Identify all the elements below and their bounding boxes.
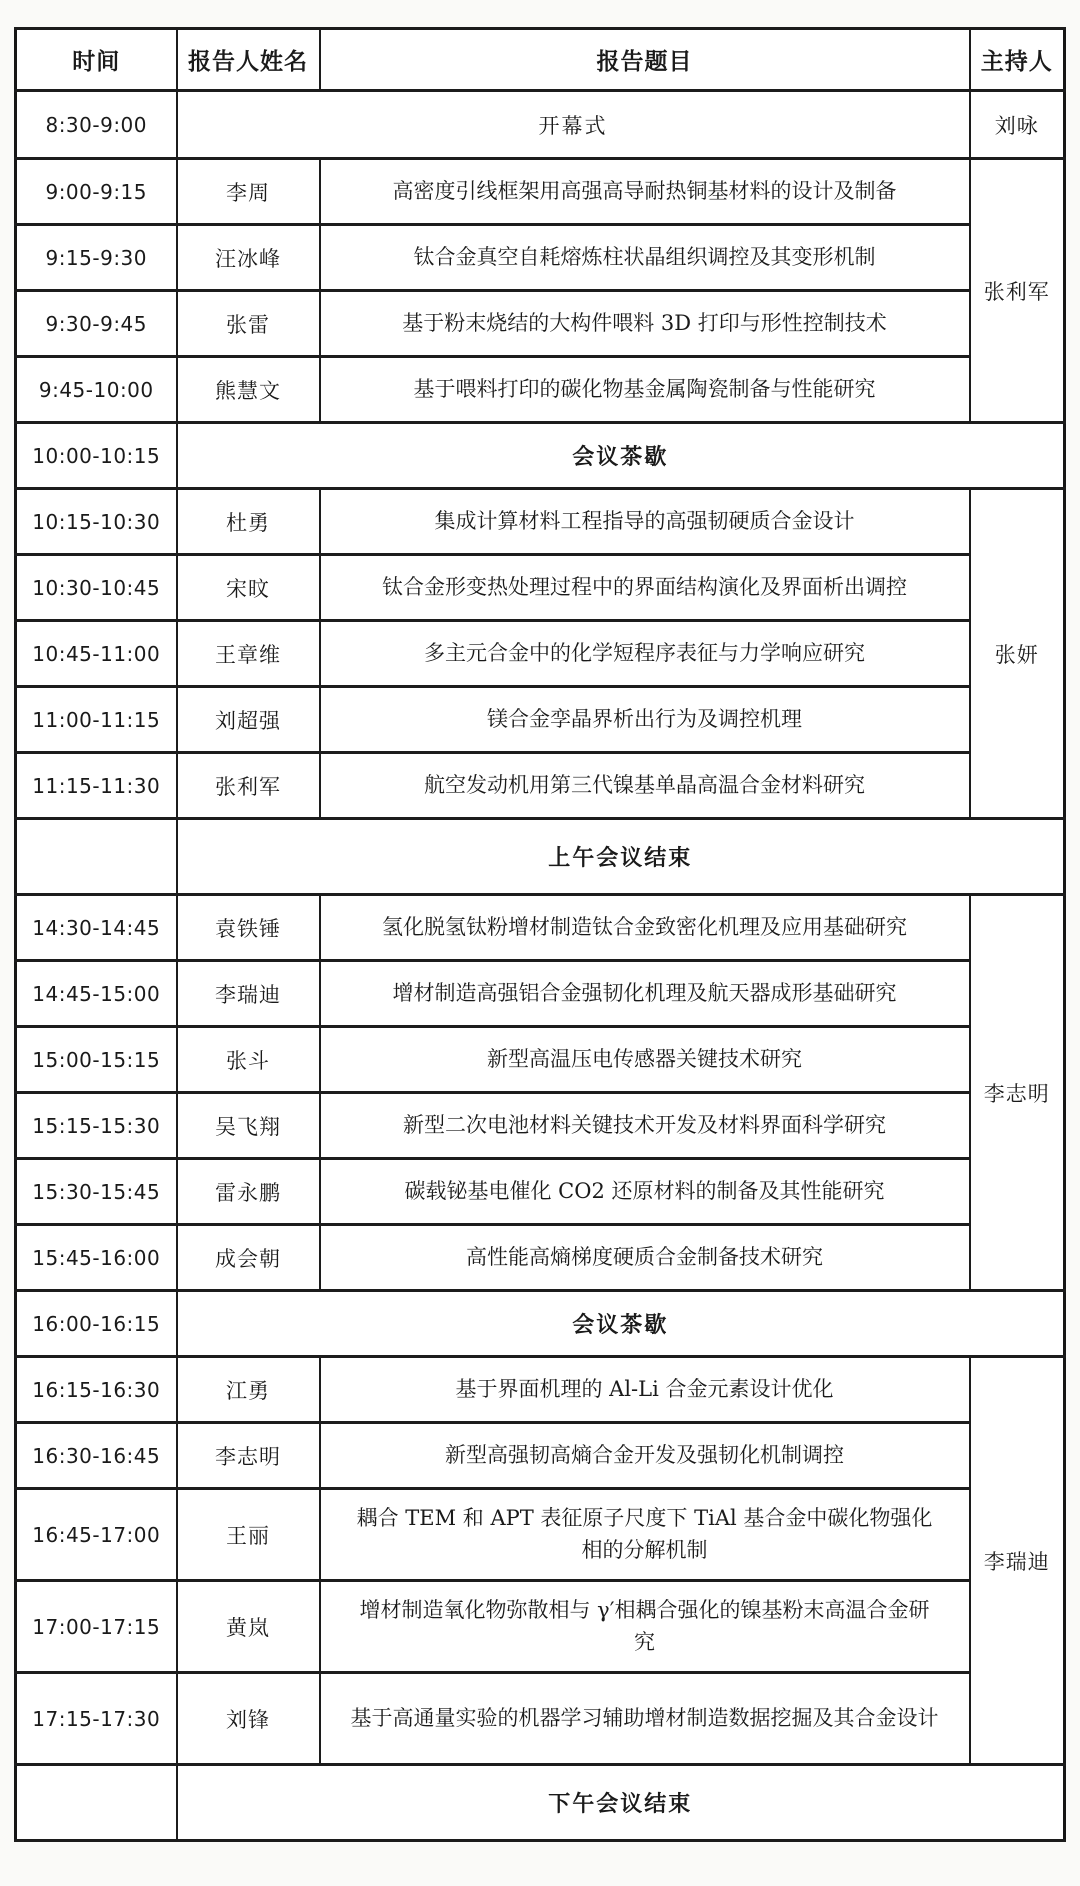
time-cell: 16:15-16:30 — [16, 1357, 177, 1423]
time-cell: 15:45-16:00 — [16, 1225, 177, 1291]
table-row — [16, 1291, 1065, 1357]
speaker-cell: 王丽 — [177, 1489, 320, 1581]
time-cell: 14:45-15:00 — [16, 961, 177, 1027]
time-cell: 10:15-10:30 — [16, 489, 177, 555]
table-row — [16, 357, 1065, 423]
time-cell: 9:15-9:30 — [16, 225, 177, 291]
speaker-cell: 李瑞迪 — [177, 961, 320, 1027]
title-cell: 耦合 TEM 和 APT 表征原子尺度下 TiAl 基合金中碳化物强化相的分解机制 — [320, 1489, 970, 1581]
time-cell: 15:00-15:15 — [16, 1027, 177, 1093]
title-cell: 增材制造高强铝合金强韧化机理及航天器成形基础研究 — [320, 961, 970, 1027]
time-cell: 9:30-9:45 — [16, 291, 177, 357]
time-cell: 10:00-10:15 — [16, 423, 177, 489]
speaker-cell: 宋旼 — [177, 555, 320, 621]
table-row — [16, 1673, 1065, 1765]
chair-cell: 李瑞迪 — [970, 1357, 1065, 1765]
title-cell: 基于高通量实验的机器学习辅助增材制造数据挖掘及其合金设计 — [320, 1673, 970, 1765]
table-row — [16, 961, 1065, 1027]
title-cell: 基于喂料打印的碳化物基金属陶瓷制备与性能研究 — [320, 357, 970, 423]
speaker-cell: 江勇 — [177, 1357, 320, 1423]
speaker-cell: 杜勇 — [177, 489, 320, 555]
title-cell: 高性能高熵梯度硬质合金制备技术研究 — [320, 1225, 970, 1291]
chair-cell: 张妍 — [970, 489, 1065, 819]
title-cell: 集成计算材料工程指导的高强韧硬质合金设计 — [320, 489, 970, 555]
banner-cell: 上午会议结束 — [177, 819, 1065, 895]
header-row — [16, 29, 1065, 91]
table-row — [16, 225, 1065, 291]
title-cell: 基于界面机理的 Al-Li 合金元素设计优化 — [320, 1357, 970, 1423]
time-cell: 8:30-9:00 — [16, 91, 177, 159]
time-cell: 9:45-10:00 — [16, 357, 177, 423]
title-cell: 新型二次电池材料关键技术开发及材料界面科学研究 — [320, 1093, 970, 1159]
table-row — [16, 1581, 1065, 1673]
time-cell: 14:30-14:45 — [16, 895, 177, 961]
title-cell: 新型高强韧高熵合金开发及强韧化机制调控 — [320, 1423, 970, 1489]
title-cell: 高密度引线框架用高强高导耐热铜基材料的设计及制备 — [320, 159, 970, 225]
schedule-table — [14, 27, 1066, 1842]
speaker-cell: 刘锋 — [177, 1673, 320, 1765]
title-cell: 航空发动机用第三代镍基单晶高温合金材料研究 — [320, 753, 970, 819]
speaker-cell: 吴飞翔 — [177, 1093, 320, 1159]
table-row — [16, 1357, 1065, 1423]
banner-cell: 下午会议结束 — [177, 1765, 1065, 1841]
speaker-cell: 袁铁锤 — [177, 895, 320, 961]
table-row — [16, 1027, 1065, 1093]
header-speaker: 报告人姓名 — [177, 29, 320, 91]
table-row — [16, 1159, 1065, 1225]
banner-cell: 会议茶歇 — [177, 423, 1065, 489]
speaker-cell: 成会朝 — [177, 1225, 320, 1291]
speaker-cell: 熊慧文 — [177, 357, 320, 423]
title-cell: 多主元合金中的化学短程序表征与力学响应研究 — [320, 621, 970, 687]
time-cell: 16:45-17:00 — [16, 1489, 177, 1581]
speaker-cell: 刘超强 — [177, 687, 320, 753]
speaker-cell: 雷永鹏 — [177, 1159, 320, 1225]
time-cell: 17:00-17:15 — [16, 1581, 177, 1673]
table-row — [16, 1093, 1065, 1159]
table-row — [16, 489, 1065, 555]
table-row — [16, 1489, 1065, 1581]
table-row — [16, 1225, 1065, 1291]
table-row — [16, 423, 1065, 489]
speaker-cell: 张利军 — [177, 753, 320, 819]
table-row — [16, 687, 1065, 753]
header-title: 报告题目 — [320, 29, 970, 91]
speaker-cell: 李志明 — [177, 1423, 320, 1489]
title-cell: 增材制造氧化物弥散相与 γ′相耦合强化的镍基粉末高温合金研究 — [320, 1581, 970, 1673]
time-cell: 17:15-17:30 — [16, 1673, 177, 1765]
table-row — [16, 1423, 1065, 1489]
chair-cell: 李志明 — [970, 895, 1065, 1291]
table-row — [16, 895, 1065, 961]
chair-cell: 张利军 — [970, 159, 1065, 423]
schedule-body — [16, 91, 1065, 1841]
table-row — [16, 819, 1065, 895]
time-cell: 10:30-10:45 — [16, 555, 177, 621]
time-cell: 16:00-16:15 — [16, 1291, 177, 1357]
title-cell: 钛合金真空自耗熔炼柱状晶组织调控及其变形机制 — [320, 225, 970, 291]
table-row — [16, 1765, 1065, 1841]
speaker-cell: 黄岚 — [177, 1581, 320, 1673]
time-cell: 15:15-15:30 — [16, 1093, 177, 1159]
title-cell: 镁合金孪晶界析出行为及调控机理 — [320, 687, 970, 753]
title-cell: 氢化脱氢钛粉增材制造钛合金致密化机理及应用基础研究 — [320, 895, 970, 961]
time-cell: 15:30-15:45 — [16, 1159, 177, 1225]
title-cell: 碳载铋基电催化 CO2 还原材料的制备及其性能研究 — [320, 1159, 970, 1225]
time-cell: 11:15-11:30 — [16, 753, 177, 819]
time-cell — [16, 819, 177, 895]
speaker-cell: 汪冰峰 — [177, 225, 320, 291]
table-row — [16, 159, 1065, 225]
chair-cell: 刘咏 — [970, 91, 1065, 159]
title-cell: 新型高温压电传感器关键技术研究 — [320, 1027, 970, 1093]
table-row — [16, 291, 1065, 357]
time-cell: 11:00-11:15 — [16, 687, 177, 753]
table-row — [16, 621, 1065, 687]
header-chair: 主持人 — [970, 29, 1065, 91]
table-row — [16, 555, 1065, 621]
header-time: 时间 — [16, 29, 177, 91]
time-cell — [16, 1765, 177, 1841]
speaker-cell: 王章维 — [177, 621, 320, 687]
table-row — [16, 753, 1065, 819]
speaker-cell: 张雷 — [177, 291, 320, 357]
speaker-cell: 张斗 — [177, 1027, 320, 1093]
banner-cell: 开幕式 — [177, 91, 970, 159]
title-cell: 基于粉末烧结的大构件喂料 3D 打印与形性控制技术 — [320, 291, 970, 357]
speaker-cell: 李周 — [177, 159, 320, 225]
time-cell: 9:00-9:15 — [16, 159, 177, 225]
title-cell: 钛合金形变热处理过程中的界面结构演化及界面析出调控 — [320, 555, 970, 621]
conference-schedule-page — [14, 27, 1066, 1842]
time-cell: 16:30-16:45 — [16, 1423, 177, 1489]
table-row — [16, 91, 1065, 159]
time-cell: 10:45-11:00 — [16, 621, 177, 687]
banner-cell: 会议茶歇 — [177, 1291, 1065, 1357]
